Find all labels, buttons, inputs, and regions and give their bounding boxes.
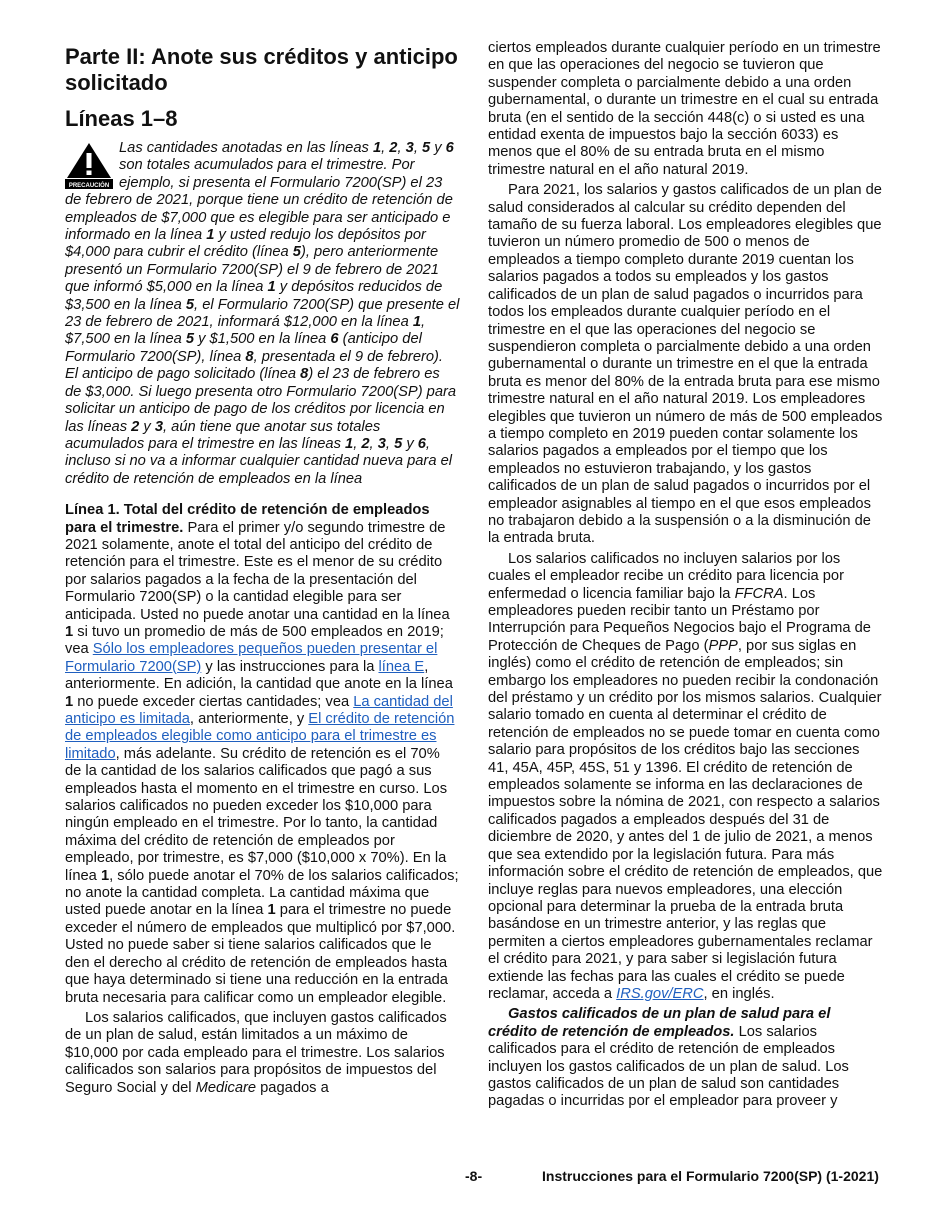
health-plan-heading: Gastos calificados de un plan de salud para el crédito de retención de empleados. [488, 1006, 831, 1040]
right-column [488, 40, 883, 1111]
health-plan-paragraph: Gastos calificados de un plan de salud para el crédito de retención de empleados. Los salarios calificados para el crédito de retención de empleados incluyen los gastos calificados de un plan de salud. Los gastos calificados de un plan de salud son cantidades pagadas o incurridas por el empleador para proveer y [488, 1006, 849, 1110]
page-number: -8- [465, 1168, 483, 1184]
link-retention-credit-limited[interactable]: El crédito de retención de empleados elegible como anticipo para el trimestre es limitado [65, 711, 455, 762]
caution-label: PRECAUCIÓN [68, 182, 110, 189]
form-title: Instrucciones para el Formulario 7200(SP) (1-2021) [542, 1168, 879, 1184]
ffcra-paragraph: Los salarios calificados no incluyen salarios por los cuales el empleador recibe un crédito para licencia por enfermedad o licencia familiar bajo la FFCRA. Los empleadores pueden recibir tanto un Préstamo por Interrupción para Pequeños Negocios bajo el Programa de Protección de Cheques de Pago (PPP, por sus siglas en inglés) como el crédito de retención de empleados; sin embargo los empleadores no pueden recibir la condonación del préstamo y un crédito por los mismos salarios. Cualquier salario tomado en cuenta al determinar el crédito de retención de empleados no se puede tomar en cuenta como salario para propósitos de los créditos bajo las secciones 41, 45A, 45P, 45S, 51 y 1396. El crédito de retención de empleados solamente se informa en las declaraciones de impuestos sobre la nómina de 2021, con respecto a salarios calificados pagados a empleados después del 31 de diciembre de 2020, y antes del 1 de julio de 2021, a menos que sea extendido por la legislación futura. Para más información sobre el crédito de retención de empleados, que incluye reglas para nuevos empleadores, una elección opcional para determinar la prueba de la entrada bruta basándose en un trimestre anterior, y las reglas que permiten a ciertos empleadores gubernamentales reclamar el crédito para 2021, y para saber si legislación futura extiende las fechas para las cuales el crédito se puede reclamar, acceda a IRS.gov/ERC, en inglés. [488, 550, 883, 1002]
line1-paragraph: Línea 1. Total del crédito de retención de empleados para el trimestre. Para el primer y/o segundo trimestre de 2021 solamente, anote el total del anticipo del crédito de retención para el trimestre. Este es el menor de su crédito por salarios pagados a la fecha de la presentación del Formulario 7200(SP) o la cantidad elegible para ser anticipada. Usted no puede anotar una cantidad en la línea 1 si tuvo un promedio de más de 500 empleados en 2019; vea Sólo los empleadores pequeños pueden presentar el Formulario 7200(SP) y las instrucciones para la línea E, anteriormente. En adición, la cantidad que anote en la línea 1 no puede exceder ciertas cantidades; vea La cantidad del anticipo es limitada, anteriormente, y El crédito de retención de empleados elegible como anticipo para el trimestre es limitado, más adelante. Su crédito de retención es el 70% de la cantidad de los salarios calificados que pagó a sus empleados hasta el momento en el trimestre en curso. Los salarios calificados no pueden exceder los $10,000 para ningún empleado en el trimestre. Por lo tanto, la cantidad máxima del crédito de retención de empleados por empleado, por trimestre, es $7,000 ($10,000 x 70%). En la línea 1, sólo puede anotar el 70% de los salarios calificados; no anote la cantidad completa. La cantidad máxima que usted puede anotar en la línea 1 para el trimestre no puede exceder el número de empleados que multiplicó por $7,000. Usted no puede saber si tiene salarios calificados que le den el derecho al crédito de retención de empleados hasta que haya determinado si tiene una reducción en la entrada bruta necesaria para calificar como un empleador elegible. [65, 502, 459, 1006]
workforce-size-paragraph: Para 2021, los salarios y gastos calificados de un plan de salud considerados al calcular su crédito dependen del tamaño de su fuerza laboral. Los empleadores elegibles que tuvieron un número promedio de 500 o menos de empleados a tiempo completo durante 2019 cuentan los salarios pagados a todos su empleados y los gastos calificados de un plan de salud pagados o incurridos para todos los empleados durante cualquier período en el trimestre en el que las operaciones del negocio se suspendieron completa o parcialmente debido a una orden gubernamental o durante un trimestre en el que la entrada bruta es menor del 80% de la entrada bruta para ese mismo trimestre natural en el año natural 2019. Los empleadores elegibles que tuvieron un número de más de 500 empleados a tiempo completo en 2019 pueden contar solamente los salarios pagados a empleados por el tiempo que los empleados no estuvieron trabajando, y los gastos calificados de un plan de salud pagados o incurridos por el empleador asignables al tiempo en el que esos empleados no trabajaron debido a la suspensión o a la disminución de la entrada bruta. [488, 182, 883, 547]
caution-paragraph: PRECAUCIÓN Las cantidades anotadas en las líneas 1, 2, 3, 5 y 6 son totales acumulados para el trimestre. Por ejemplo, si presenta el Formulario 7200(SP) el 23 de febrero de 2021, porque tiene un crédito de retención de empleados de $7,000 que es elegible para ser anticipado e informado en la línea 1 y usted redujo los depósitos por $4,000 para cubrir el crédito (línea 5), pero anteriormente presentó un Formulario 7200(SP) el 9 de febrero de 2021 que informó $5,000 en la línea 1 y depósitos reducidos de $3,500 en la línea 5, el Formulario 7200(SP) que presente el 23 de febrero de 2021, informará $12,000 en la línea 1, $7,500 en la línea 5 y $1,500 en la línea 6 (anticipo del Formulario 7200(SP), línea 8, presentada el 9 de febrero). El anticipo de pago solicitado (línea 8) el 23 de febrero es de $3,000. Si luego presenta otro Formulario 7200(SP) para solicitar un anticipo de pago de los créditos por licencia en las líneas 2 y 3, aún tiene que anotar sus totales acumulados para el trimestre en las líneas 1, 2, 3, 5 y 6, incluso si no va a informar cualquier cantidad nueva para el crédito de retención de empleados en la línea [65, 140, 460, 487]
line1-heading: Línea 1. Total del crédito de retención de empleados para el trimestre. [65, 502, 430, 536]
caution-icon [65, 141, 113, 189]
section-subheading: Líneas 1–8 [65, 106, 178, 131]
qualified-wages-paragraph: Los salarios calificados, que incluyen gastos calificados de un plan de salud, están limitados a un máximo de $10,000 por cada empleado para el trimestre. Los salarios calificados son salarios para propósitos de impuestos del Seguro Social y del Medicare pagados a [65, 1009, 447, 1096]
link-small-employers[interactable]: Sólo los empleadores pequeños pueden presentar el Formulario 7200(SP) [65, 641, 438, 675]
left-column [65, 40, 460, 1097]
continued-paragraph: ciertos empleados durante cualquier período en un trimestre en que las operaciones del negocio se tuvieron que suspender completa o parcialmente debido a una orden gubernamental, o durante un trimestre en el cual su entrada bruta (en el sentido de la sección 448(c) o si usted es una entidad exenta de impuestos bajo la sección 6033) es menos que el 80% de su entrada bruta en el mismo trimestre natural en el año natural 2019. [488, 40, 881, 178]
link-advance-limited[interactable]: La cantidad del anticipo es limitada [65, 693, 453, 727]
link-irs-erc[interactable]: IRS.gov/ERC [616, 985, 704, 1002]
section-heading: Parte II: Anote sus créditos y anticipo solicitado [65, 44, 458, 95]
link-line-e[interactable]: línea E [378, 658, 425, 675]
